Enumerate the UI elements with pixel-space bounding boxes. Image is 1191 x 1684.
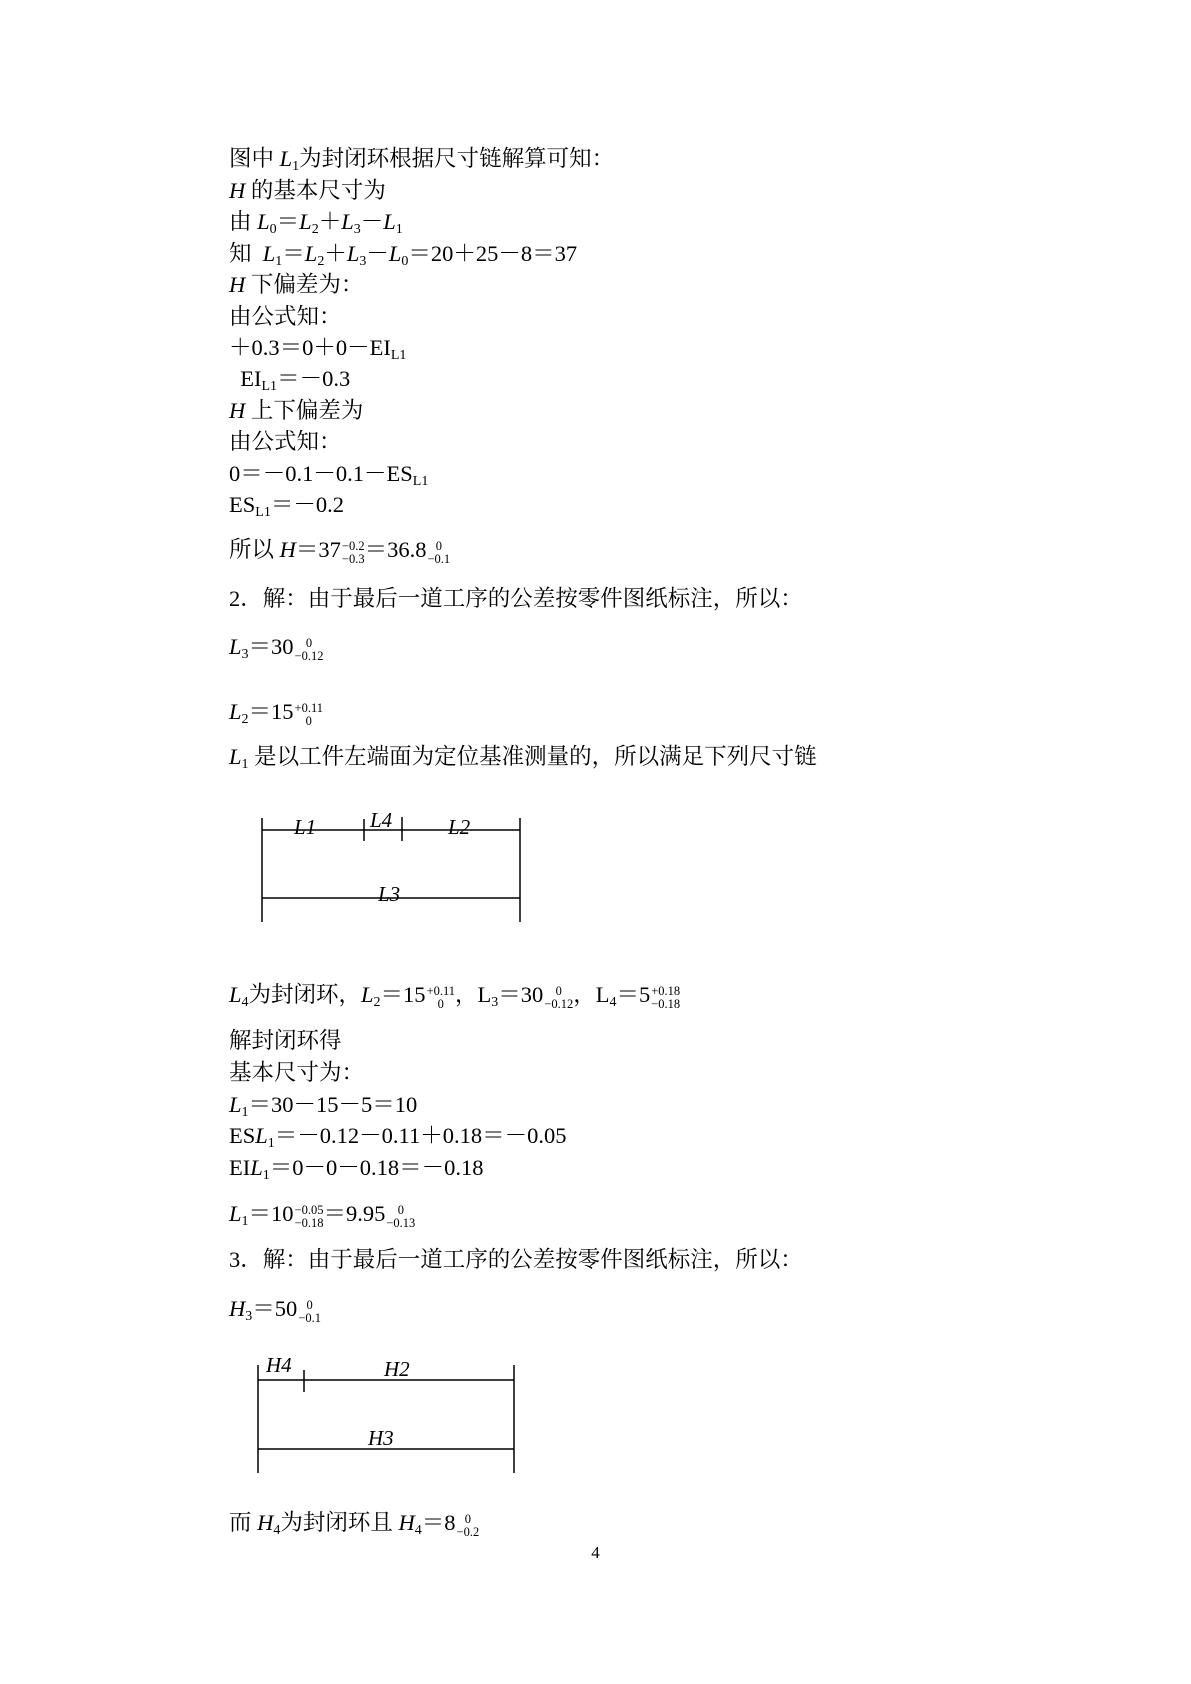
text-line: 知 $L_1=L_2+L_3-L_0=20+25-8=37$ — [229, 241, 578, 269]
text-line: $L_1=10$ −0.05 −0.18 ＝9.95 0 −0.13 — [229, 1201, 416, 1230]
text-line: $L_1=30-15-5=10$ — [229, 1092, 418, 1120]
text-line: $0=-0.1-0.1-ES_{L1}$ — [229, 461, 429, 489]
dimension-chain-diagram-2 — [250, 1345, 530, 1475]
text-line: H 的基本尺寸为 — [229, 178, 386, 203]
section-heading: 3．解：由于最后一道工序的公差按零件图纸标注，所以： — [229, 1247, 803, 1272]
text-line: 解封闭环得 — [229, 1028, 342, 1053]
text-line: $L_2=15$ +0.11 0 — [229, 699, 323, 728]
label-h2: H2 — [384, 1357, 410, 1381]
page-number: 4 — [591, 1543, 600, 1562]
tolerance: +0.11 0 — [426, 983, 456, 1011]
tolerance: −0.05 −0.18 — [294, 1202, 324, 1230]
tolerance: +0.18 −0.18 — [651, 983, 681, 1011]
dimension-chain-diagram — [250, 800, 540, 930]
tolerance: 0 −0.12 — [294, 635, 324, 663]
text-line: 基本尺寸为： — [229, 1060, 365, 1085]
text-line: $H_3=50$ 0 −0.1 — [229, 1296, 321, 1325]
text-line: $+0.3=0+0-EI_{L1}$ — [229, 335, 407, 363]
tolerance: 0 −0.1 — [427, 538, 451, 566]
text-line: H 上下偏差为 — [229, 398, 364, 423]
text-line: H 下偏差为： — [229, 272, 364, 297]
section-heading: 2．解：由于最后一道工序的公差按零件图纸标注，所以： — [229, 586, 803, 611]
label-l2: L2 — [448, 815, 471, 839]
label-l1: L1 — [294, 815, 317, 839]
tolerance: 0 −0.12 — [544, 983, 574, 1011]
text-line: $L_3=30$ 0 −0.12 — [229, 634, 324, 663]
text-line: $L_4$为封闭环，$L_2=15$ +0.11 0 ，$L_3=30$ 0 −0.12 ，$L_4=5$ +0.18 −0.18 — [229, 982, 681, 1011]
tolerance: 0 −0.1 — [298, 1297, 321, 1325]
text-line: 所以 H＝37 −0.2 −0.3 ＝36.8 0 −0.1 — [229, 537, 451, 566]
text-line: $L_1$ 是以工件左端面为定位基准测量的，所以满足下列尺寸链 — [229, 744, 817, 772]
text-line: 由 $L_0=L_2+L_3-L_1$ — [229, 209, 403, 237]
text-line: $EIL_1=0-0-0.18=-0.18$ — [229, 1155, 484, 1183]
tolerance: +0.11 0 — [294, 700, 323, 728]
tolerance: 0 −0.13 — [386, 1202, 416, 1230]
text-line: 而 $H_4$为封闭环且 $H_4=8$ 0 −0.2 — [229, 1510, 480, 1539]
text-line: $ESL_1=-0.12-0.11+0.18=-0.05$ — [229, 1123, 567, 1151]
label-l3: L3 — [378, 882, 401, 906]
label-h3: H3 — [368, 1426, 394, 1450]
text-line: 由公式知： — [229, 304, 342, 329]
text-line: 由公式知： — [229, 429, 342, 454]
text-line: $EI_{L1}=-0.3$ — [240, 366, 351, 394]
text-line: 图中 $L_1$为封闭环根据尺寸链解算可知： — [229, 146, 615, 174]
tolerance: 0 −0.2 — [456, 1511, 480, 1539]
label-h4: H4 — [266, 1353, 292, 1377]
tolerance: −0.2 −0.3 — [341, 538, 365, 566]
text-line: $ES_{L1}=-0.2$ — [229, 492, 344, 520]
label-l4: L4 — [370, 808, 393, 832]
